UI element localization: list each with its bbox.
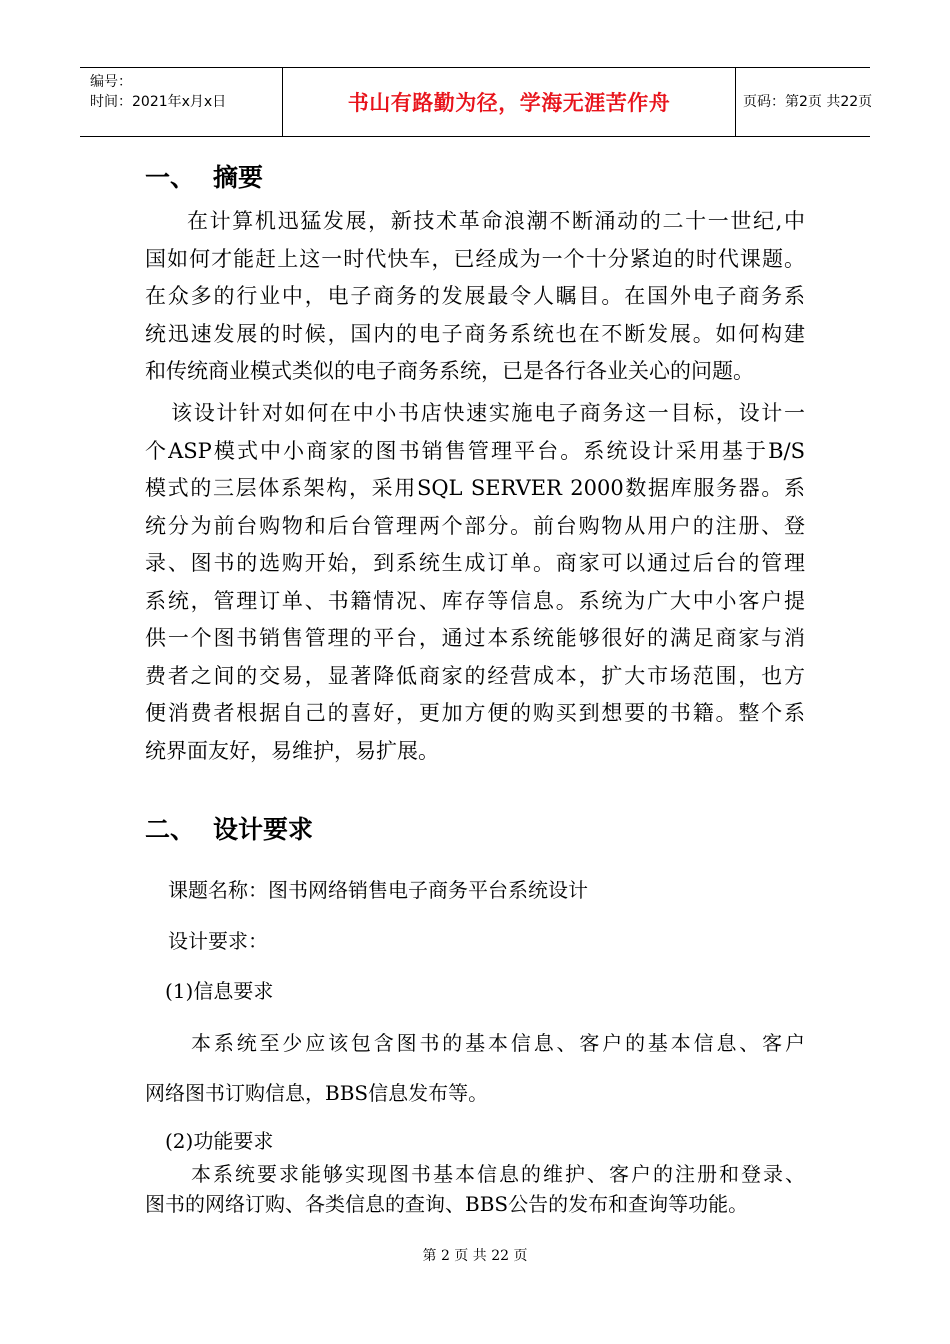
text-line: 系统，管理订单、书籍情况、库存等信息。系统为广大中小客户提 xyxy=(145,588,805,613)
text-line: 在众多的行业中，电子商务的发展最令人瞩目。在国外电子商务系 xyxy=(145,284,805,308)
text-line: 和传统商业模式类似的电子商务系统，已是各行各业关心的问题。 xyxy=(145,359,754,383)
abstract-paragraph-1 xyxy=(145,203,805,391)
info-requirements-label: (1)信息要求 xyxy=(165,979,274,1003)
text-line: 统迅速发展的时候，国内的电子商务系统也在不断发展。如何构建 xyxy=(145,321,805,346)
text-line: 录、图书的选购开始，到系统生成订单。商家可以通过后台的管理 xyxy=(145,551,805,575)
text-line: 模式的三层体系架构，采用SQL SERVER 2000数据库服务器。系 xyxy=(145,476,805,500)
text-line: 便消费者根据自己的喜好，更加方便的购买到想要的书籍。整个系 xyxy=(145,701,805,725)
header-motto-cell xyxy=(282,68,736,136)
section-number: 二、 xyxy=(145,815,196,844)
section-title: 设计要求 xyxy=(213,815,314,844)
text-line: 本系统至少应该包含图书的基本信息、客户的基本信息、客户 xyxy=(191,1031,805,1055)
text-line: 个ASP模式中小商家的图书销售管理平台。系统设计采用基于B/S xyxy=(145,438,805,463)
topic-line: 课题名称：图书网络销售电子商务平台系统设计 xyxy=(168,878,588,902)
motto: 书山有路勤为径，学海无涯苦作舟 xyxy=(347,91,671,115)
text-line: 该设计针对如何在中小书店快速实施电子商务这一目标，设计一 xyxy=(171,401,805,425)
text-line: 本系统要求能够实现图书基本信息的维护、客户的注册和登录、 xyxy=(191,1162,805,1186)
text-line: 网络图书订购信息，BBS信息发布等。 xyxy=(145,1081,489,1105)
function-requirements-label: (2)功能要求 xyxy=(165,1129,274,1153)
requirements-label: 设计要求： xyxy=(168,929,268,953)
header-left-cell xyxy=(80,68,282,136)
page-footer: 第 2 页 共 22 页 xyxy=(422,1248,528,1264)
page-label: 页码：第2页 共22页 xyxy=(743,93,873,110)
text-line: 在计算机迅猛发展，新技术革命浪潮不断涌动的二十一世纪,中 xyxy=(187,209,805,233)
page-header xyxy=(80,67,873,137)
text-line: 统分为前台购物和后台管理两个部分。前台购物从用户的注册、登 xyxy=(145,513,805,538)
section-title: 摘要 xyxy=(213,163,264,192)
text-line: 统界面友好，易维护，易扩展。 xyxy=(145,738,439,763)
section-number: 一、 xyxy=(145,163,196,192)
text-line: 图书的网络订购、各类信息的查询、BBS公告的发布和查询等功能。 xyxy=(145,1192,749,1216)
abstract-paragraph-2 xyxy=(145,395,805,770)
text-line: 费者之间的交易，显著降低商家的经营成本，扩大市场范围，也方 xyxy=(145,663,805,688)
serial-label: 编号： xyxy=(90,74,132,90)
section-heading-requirements xyxy=(145,810,313,846)
info-requirements-text xyxy=(145,1018,805,1118)
time-label: 时间：2021年x月x日 xyxy=(90,94,227,110)
section-heading-abstract xyxy=(145,158,263,194)
text-line: 供一个图书销售管理的平台，通过本系统能够很好的满足商家与消 xyxy=(145,626,805,650)
text-line: 国如何才能赶上这一时代快车，已经成为一个十分紧迫的时代课题。 xyxy=(145,246,805,271)
header-page-cell xyxy=(735,68,878,136)
function-requirements-text xyxy=(145,1159,805,1219)
